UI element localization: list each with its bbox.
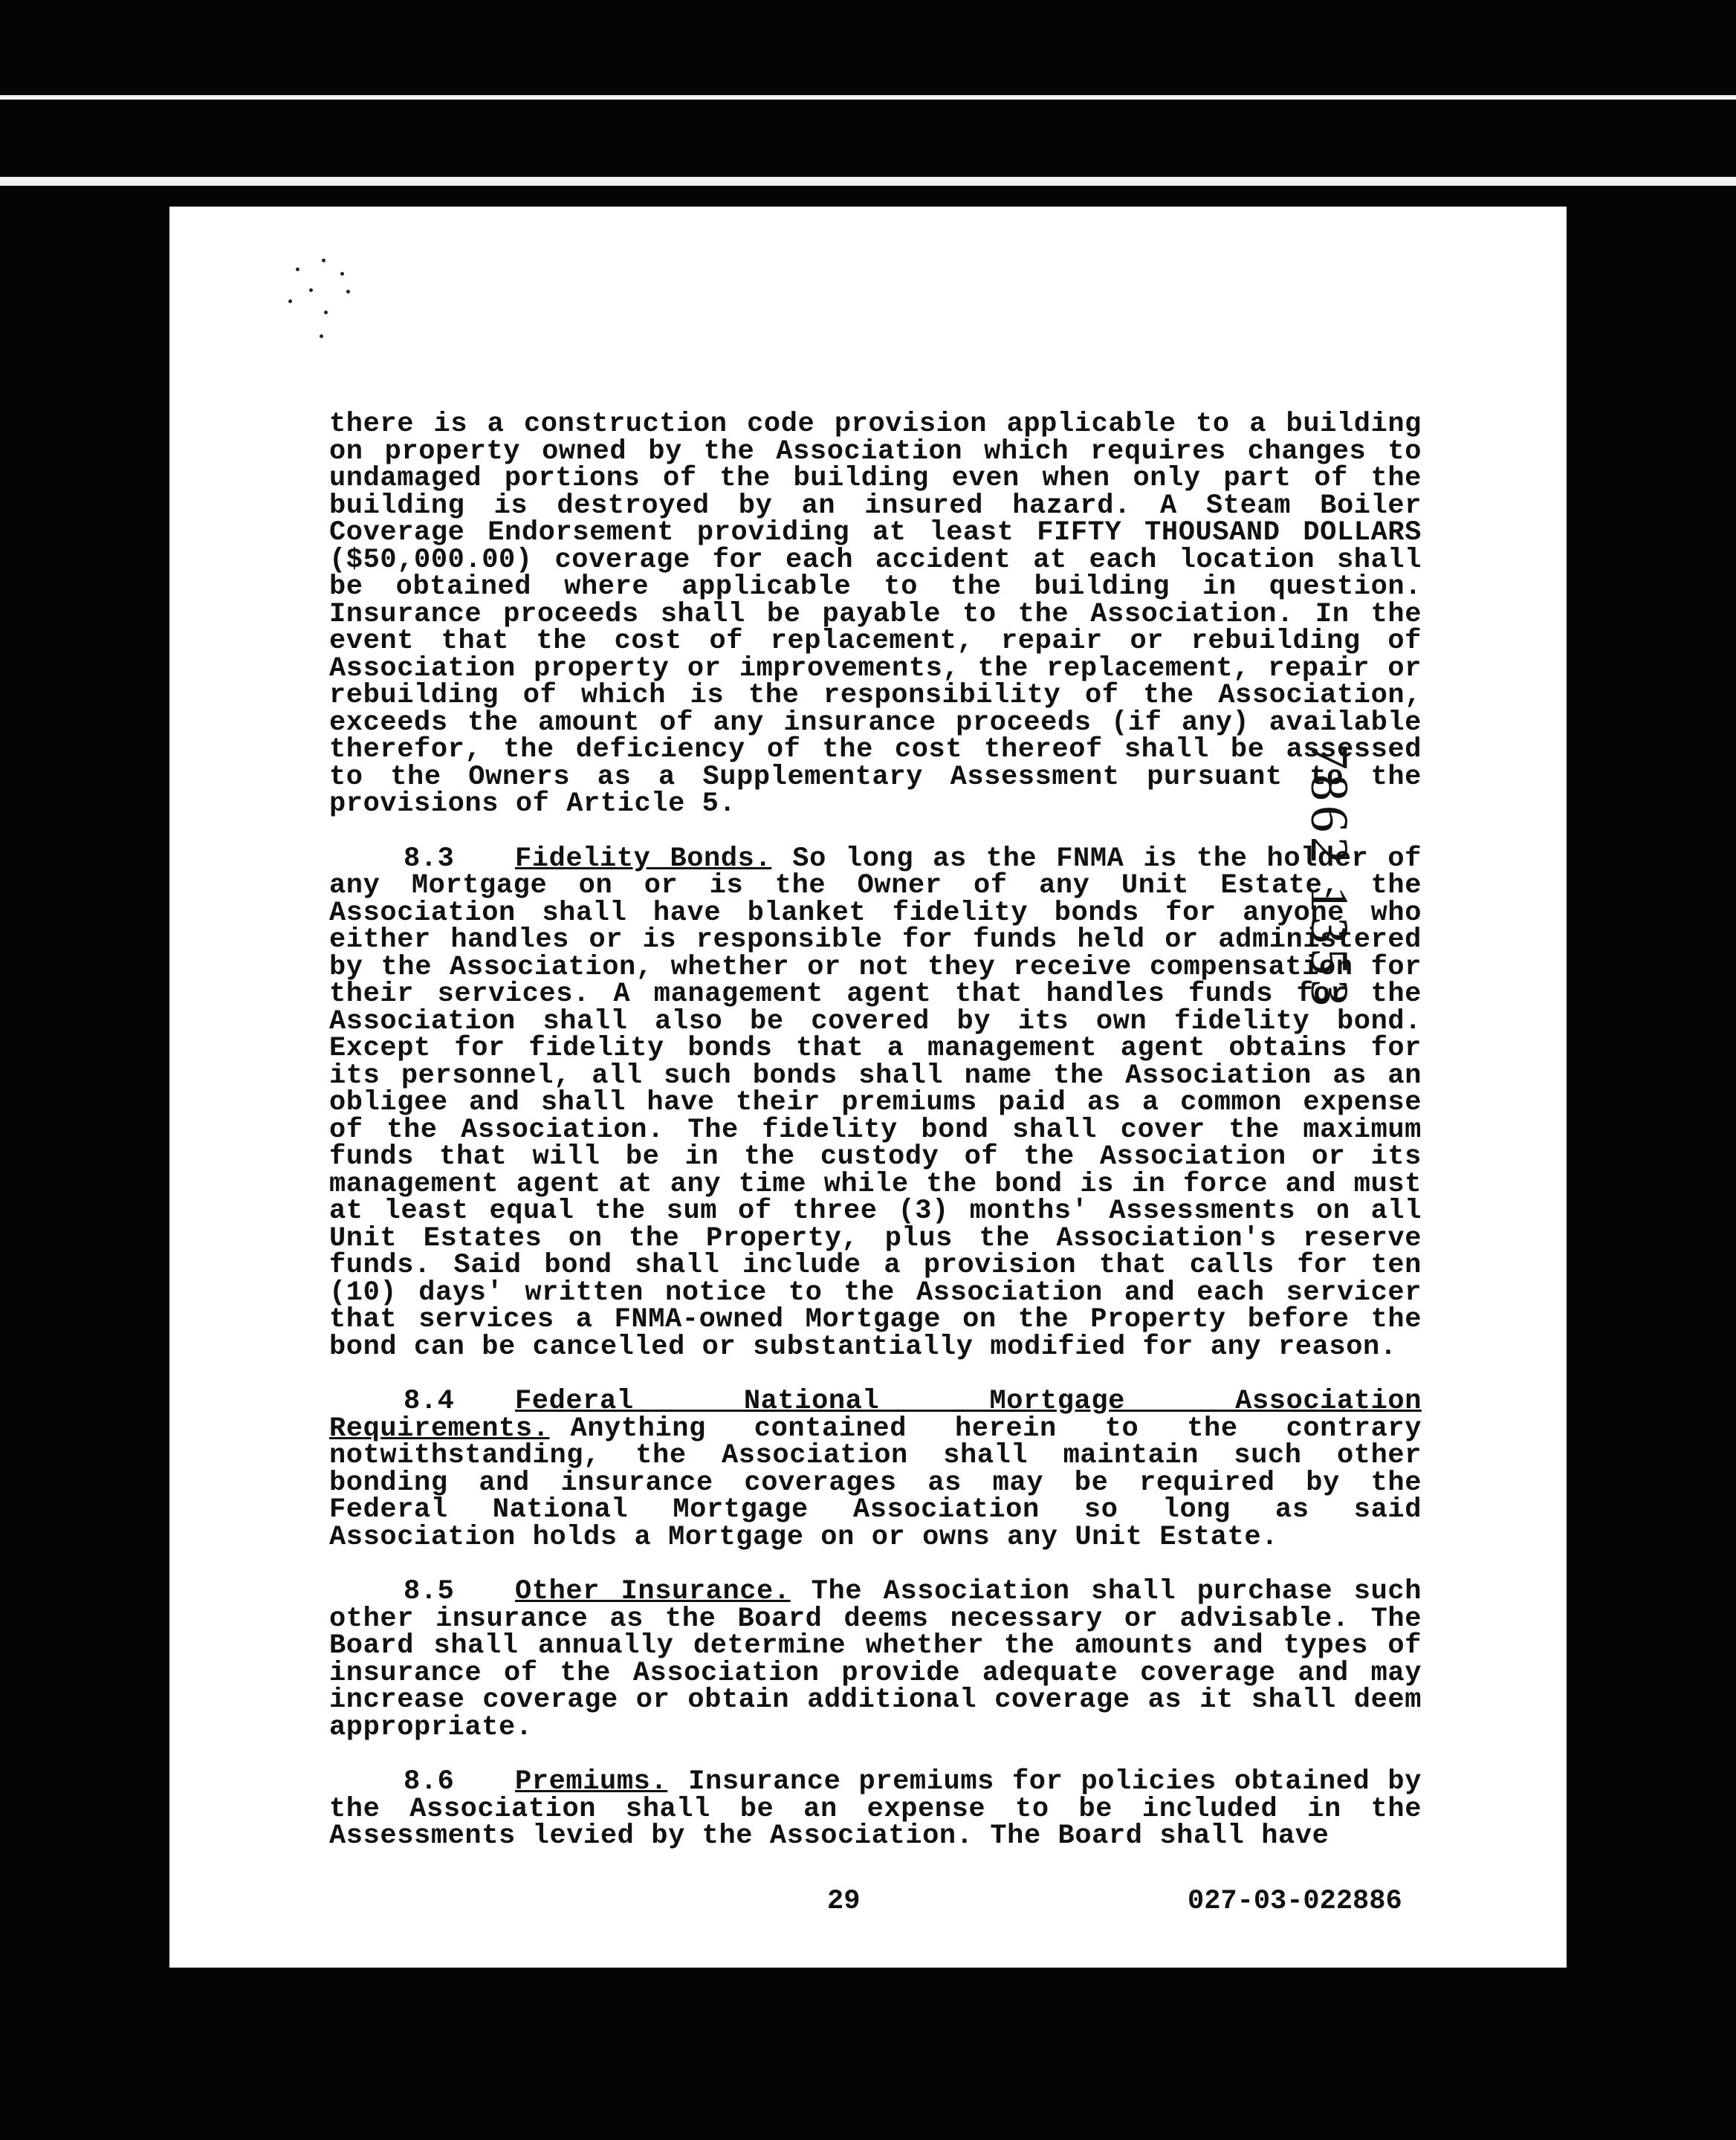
section-text: The Association shall purchase such other insurance as the Board deems necessary or advisable. The Board shall annually determine whether the amounts and types of insurance of the Association provide adequate coverage and may increase coverage or obtain additional coverage as it shall deem appropriate. [329, 1576, 1422, 1743]
paragraph-continuation [329, 411, 1422, 818]
speck [340, 272, 344, 276]
section-8-4 [329, 1388, 1422, 1551]
speck [322, 259, 326, 262]
scan-border-top-thick [0, 177, 1736, 186]
speck [324, 311, 328, 314]
section-number: 8.5 [404, 1576, 455, 1607]
section-text: Anything contained herein to the contrary notwithstanding, the Association shall maintain such other bonding and insurance coverages as may be required by the Federal National Mortgage Association so long as said Association holds a Mortgage on or owns any Unit Estate. [329, 1413, 1422, 1553]
speck [309, 288, 313, 292]
section-8-5 [329, 1578, 1422, 1741]
paragraph-text: there is a construction code provision applicable to a building on property owned by the Association which requires changes to undamaged portions of the building even when only part of the building is destroyed by an insured hazard. A Steam Boiler Coverage Endorsement providing at least FIFTY THOUSAND DOLLARS ($50,000.00) coverage for each accident at each location shall be obtained where applicable to the building in question. Insurance proceeds shall be payable to the Association. In the event that the cost of replacement, repair or rebuilding of Association property or improvements, the replacement, repair or rebuilding of which is the responsibility of the Association, exceeds the amount of any insurance proceeds (if any) available therefor, the deficiency of the cost thereof shall be assessed to the Owners as a Supplementary Assessment pursuant to the provisions of Article 5. [329, 409, 1422, 820]
section-title: Premiums. [515, 1766, 668, 1797]
body-text [329, 411, 1422, 1878]
section-8-6 [329, 1768, 1422, 1850]
scan-border-top-thin [0, 95, 1736, 100]
section-text: So long as the FNMA is the holder of any Mortgage on or is the Owner of any Unit Estate, the Association shall have blanket fidelity bonds for anyone who either handles or is responsible for funds held or administered by the Association, whether or not they receive compensation for their services. A management agent that handles funds for the Association shall also be covered by its own fidelity bond. Except for fidelity bonds that a management agent obtains for its personnel, all such bonds shall name the Association as an obligee and shall have their premiums paid as a common expense of the Association. The fidelity bond shall cover the maximum funds that will be in the custody of the Association or its management agent at any time while the bond is in force and must at least equal the sum of three (3) months' Assessments on all Unit Estates on the Property, plus the Association's reserve funds. Said bond shall include a provision that calls for ten (10) days' written notice to the Association and each servicer that services a FNMA-owned Mortgage on the Property before the bond can be cancelled or substantially modified for any reason. [329, 843, 1422, 1363]
speck [288, 299, 292, 303]
speck [320, 334, 323, 338]
section-8-3 [329, 843, 1422, 1363]
section-number: 8.6 [404, 1766, 455, 1797]
side-stamp: 7862 1353 [1300, 743, 1359, 1011]
section-number: 8.4 [404, 1386, 455, 1417]
section-number: 8.3 [404, 843, 455, 875]
section-title: Fidelity Bonds. [515, 843, 772, 875]
document-code: 027-03-022886 [1188, 1886, 1402, 1917]
section-title: Federal National Mortgage Association Requirements. [329, 1386, 1422, 1444]
section-title: Other Insurance. [515, 1576, 791, 1607]
page-number: 29 [827, 1886, 861, 1917]
speck [346, 290, 350, 294]
section-text: Insurance premiums for policies obtained by the Association shall be an expense to be included in the Assessments levied by the Association. The Board shall have [329, 1766, 1422, 1852]
speck [296, 268, 299, 271]
